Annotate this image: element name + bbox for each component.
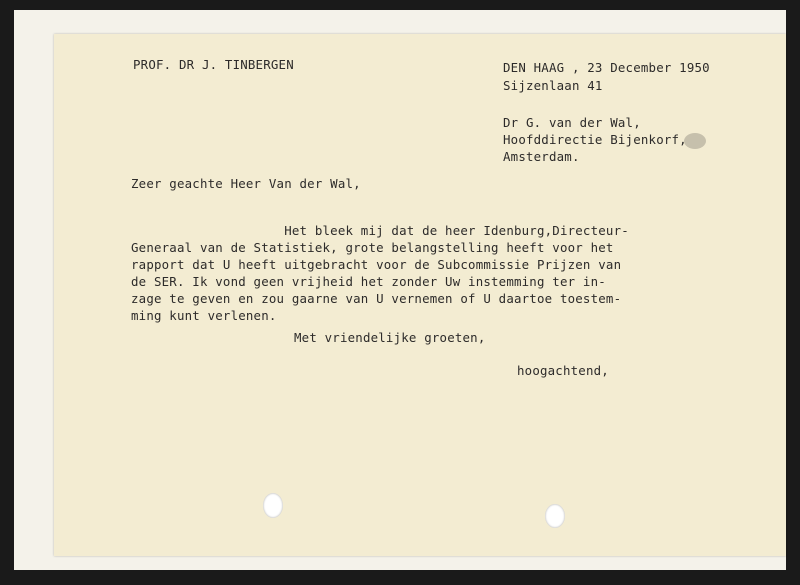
body-line: Het bleek mij dat de heer Idenburg,Directeur- bbox=[131, 223, 629, 238]
salutation: Zeer geachte Heer Van der Wal, bbox=[131, 176, 361, 191]
recipient-line: Amsterdam. bbox=[503, 149, 580, 164]
valediction: hoogachtend, bbox=[517, 363, 609, 378]
body-line: Generaal van de Statistiek, grote belangstelling heeft voor het bbox=[131, 240, 614, 255]
scan-mount bbox=[14, 10, 786, 570]
body-line: zage te geven en zou gaarne van U vernemen of U daartoe toestem- bbox=[131, 291, 622, 306]
recipient-block bbox=[503, 114, 687, 165]
ink-blot bbox=[684, 133, 706, 149]
recipient-line: Hoofddirectie Bijenkorf, bbox=[503, 132, 687, 147]
letter-body bbox=[131, 222, 629, 324]
body-line: rapport dat U heeft uitgebracht voor de Subcommissie Prijzen van bbox=[131, 257, 622, 272]
sender-name: PROF. DR J. TINBERGEN bbox=[133, 57, 294, 72]
body-line: de SER. Ik vond geen vrijheid het zonder Uw instemming ter in- bbox=[131, 274, 606, 289]
sender-address: Sijzenlaan 41 bbox=[503, 78, 603, 93]
punch-hole-right bbox=[545, 504, 565, 528]
letter-paper bbox=[54, 34, 786, 556]
closing-greeting: Met vriendelijke groeten, bbox=[294, 330, 486, 345]
place-and-date: DEN HAAG , 23 December 1950 bbox=[503, 60, 710, 75]
punch-hole-left bbox=[263, 493, 283, 518]
recipient-line: Dr G. van der Wal, bbox=[503, 115, 641, 130]
body-line: ming kunt verlenen. bbox=[131, 308, 277, 323]
